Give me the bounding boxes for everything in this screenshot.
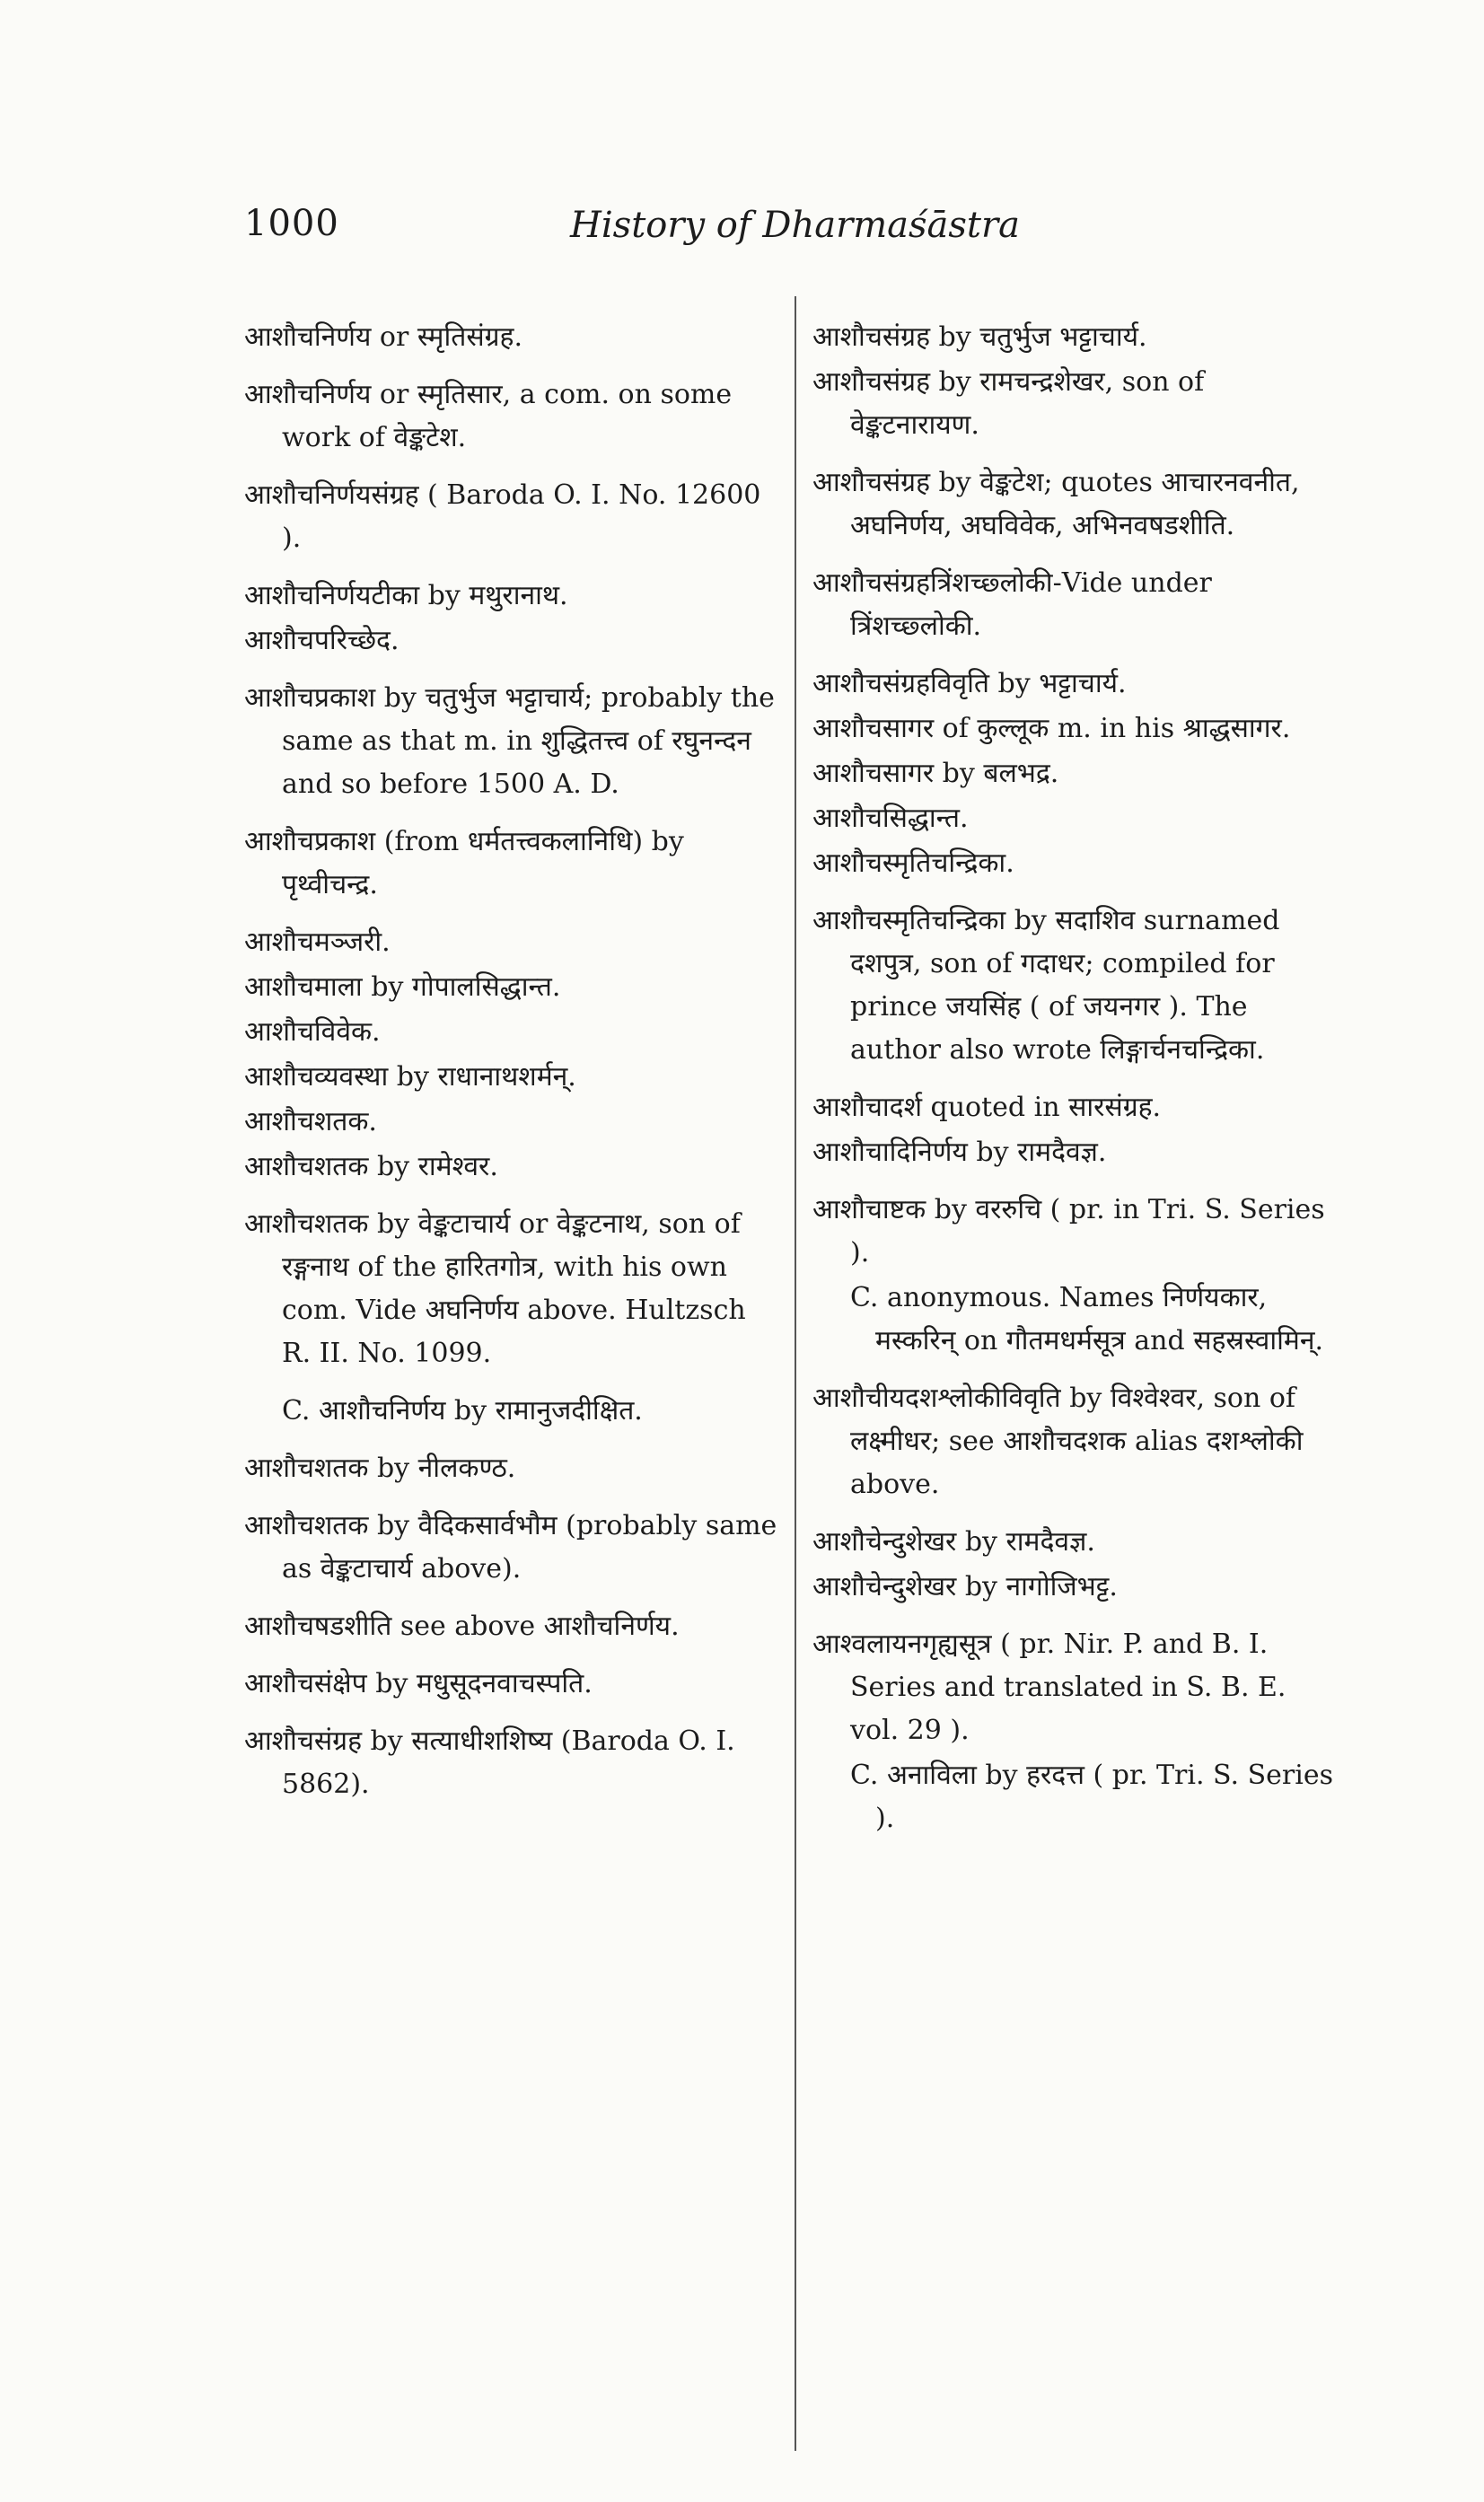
index-entry: आशौचनिर्णय or स्मृतिसार, a com. on some work of वेङ्कटेश. (244, 379, 733, 453)
index-entry: आशौचसंग्रहत्रिंशच्छ्लोकी-Vide under त्रिंशच्छ्लोकी. (812, 567, 1212, 642)
index-entry: आशौचादिनिर्णय by रामदैवज्ञ. (812, 1137, 1107, 1168)
index-entry: आशौचषडशीति see above आशौचनिर्णय. (244, 1611, 680, 1642)
index-entry: आशौचेन्दुशेखर by रामदैवज्ञ. (812, 1526, 1095, 1558)
index-entry: आशौचसंग्रह by सत्याधीशशिष्य (Baroda O. I. 5862). (244, 1725, 735, 1800)
page-number: 1000 (244, 203, 339, 244)
index-entry: आशौचनिर्णय or स्मृतिसंग्रह. (244, 321, 523, 353)
index-entry: आशौचप्रकाश (from धर्मतत्त्वकलानिधि) by पृथ्वीचन्द्र. (244, 826, 684, 900)
index-entry: आशौचसंग्रह by चतुर्भुज भट्टाचार्य. (812, 321, 1147, 353)
running-title: History of Dharmaśāstra (570, 205, 1020, 246)
index-entry: आशौचमाला by गोपालसिद्धान्त. (244, 971, 561, 1003)
index-entry: आशौचसंक्षेप by मधुसूदनवाचस्पति. (244, 1668, 593, 1699)
index-entry: आशौचमञ्जरी. (244, 926, 391, 958)
right-column (812, 316, 1333, 1855)
index-entry: C. आशौचनिर्णय by रामानुजदीक्षित. (282, 1395, 643, 1427)
index-entry: C. anonymous. Names निर्णयकार, मस्करिन् on गौतमधर्मसूत्र and सहस्रस्वामिन्. (850, 1282, 1324, 1356)
index-entry: आशौचादर्श quoted in सारसंग्रह. (812, 1092, 1162, 1123)
index-entry: आशौचपरिच्छेद. (244, 625, 400, 656)
index-entry: C. अनाविला by हरदत्त ( pr. Tri. S. Series ). (850, 1760, 1334, 1834)
index-entry: आशौचसागर of कुल्लूक m. in his श्राद्धसागर. (812, 713, 1291, 744)
column-divider (795, 296, 796, 2451)
index-entry: आशौचसागर by बलभद्र. (812, 758, 1059, 789)
index-entry: आशौचशतक by रामेश्वर. (244, 1151, 498, 1182)
index-entry: आशौचाष्टक by वररुचि ( pr. in Tri. S. Series ). (812, 1194, 1325, 1269)
left-column (244, 316, 783, 1821)
index-entry: आशौचप्रकाश by चतुर्भुज भट्टाचार्य; probably the same as that m. in शुद्धितत्त्व of रघुनन्दन and so before 1500 A. D. (244, 682, 775, 800)
index-entry: आशौचशतक by वेङ्कटाचार्य or वेङ्कटनाथ, son of रङ्गनाथ of the हारितगोत्र, with his own com. Vide अघनिर्णय above. Hultzsch R. II. No. 1099. (244, 1208, 746, 1369)
index-entry: आशौचसंग्रह by रामचन्द्रशेखर, son of वेङ्कटनारायण. (812, 366, 1205, 441)
index-entry: आशौचशतक by वैदिकसार्वभौम (probably same as वेङ्कटाचार्य above). (244, 1510, 777, 1585)
index-entry: आशौचविवेक. (244, 1016, 381, 1048)
index-entry: आशौचशतक by नीलकण्ठ. (244, 1453, 516, 1484)
index-entry: आशौचेन्दुशेखर by नागोजिभट्ट. (812, 1571, 1118, 1602)
index-entry: आशौचशतक. (244, 1106, 377, 1137)
index-entry: आशौचनिर्णयटीका by मथुरानाथ. (244, 580, 568, 611)
index-entry: आशौचव्यवस्था by राधानाथशर्मन्. (244, 1061, 576, 1093)
index-entry: आशौचनिर्णयसंग्रह ( Baroda O. I. No. 12600 ). (244, 479, 761, 554)
index-entry: आशौचीयदशश्लोकीविवृति by विश्वेश्वर, son of लक्ष्मीधर; see आशौचदशक alias दशश्लोकी above. (812, 1383, 1304, 1500)
index-entry: आशौचसिद्धान्त. (812, 803, 969, 834)
index-entry: आशौचसंग्रह by वेङ्कटेश; quotes आचारनवनीत, अघनिर्णय, अघविवेक, अभिनवषडशीति. (812, 467, 1300, 541)
index-entry: आशौचसंग्रहविवृति by भट्टाचार्य. (812, 668, 1127, 699)
index-entry: आश्वलायनगृह्यसूत्र ( pr. Nir. P. and B. I. Series and translated in S. B. E. vol. 29 ). (812, 1628, 1286, 1746)
index-entry: आशौचस्मृतिचन्द्रिका by सदाशिव surnamed दशपुत्र, son of गदाधर; compiled for prince जयसिंह ( of जयनगर ). The author also wrote लिङ्गार्चनचन्द्रिका. (812, 905, 1280, 1066)
index-entry: आशौचस्मृतिचन्द्रिका. (812, 847, 1014, 879)
